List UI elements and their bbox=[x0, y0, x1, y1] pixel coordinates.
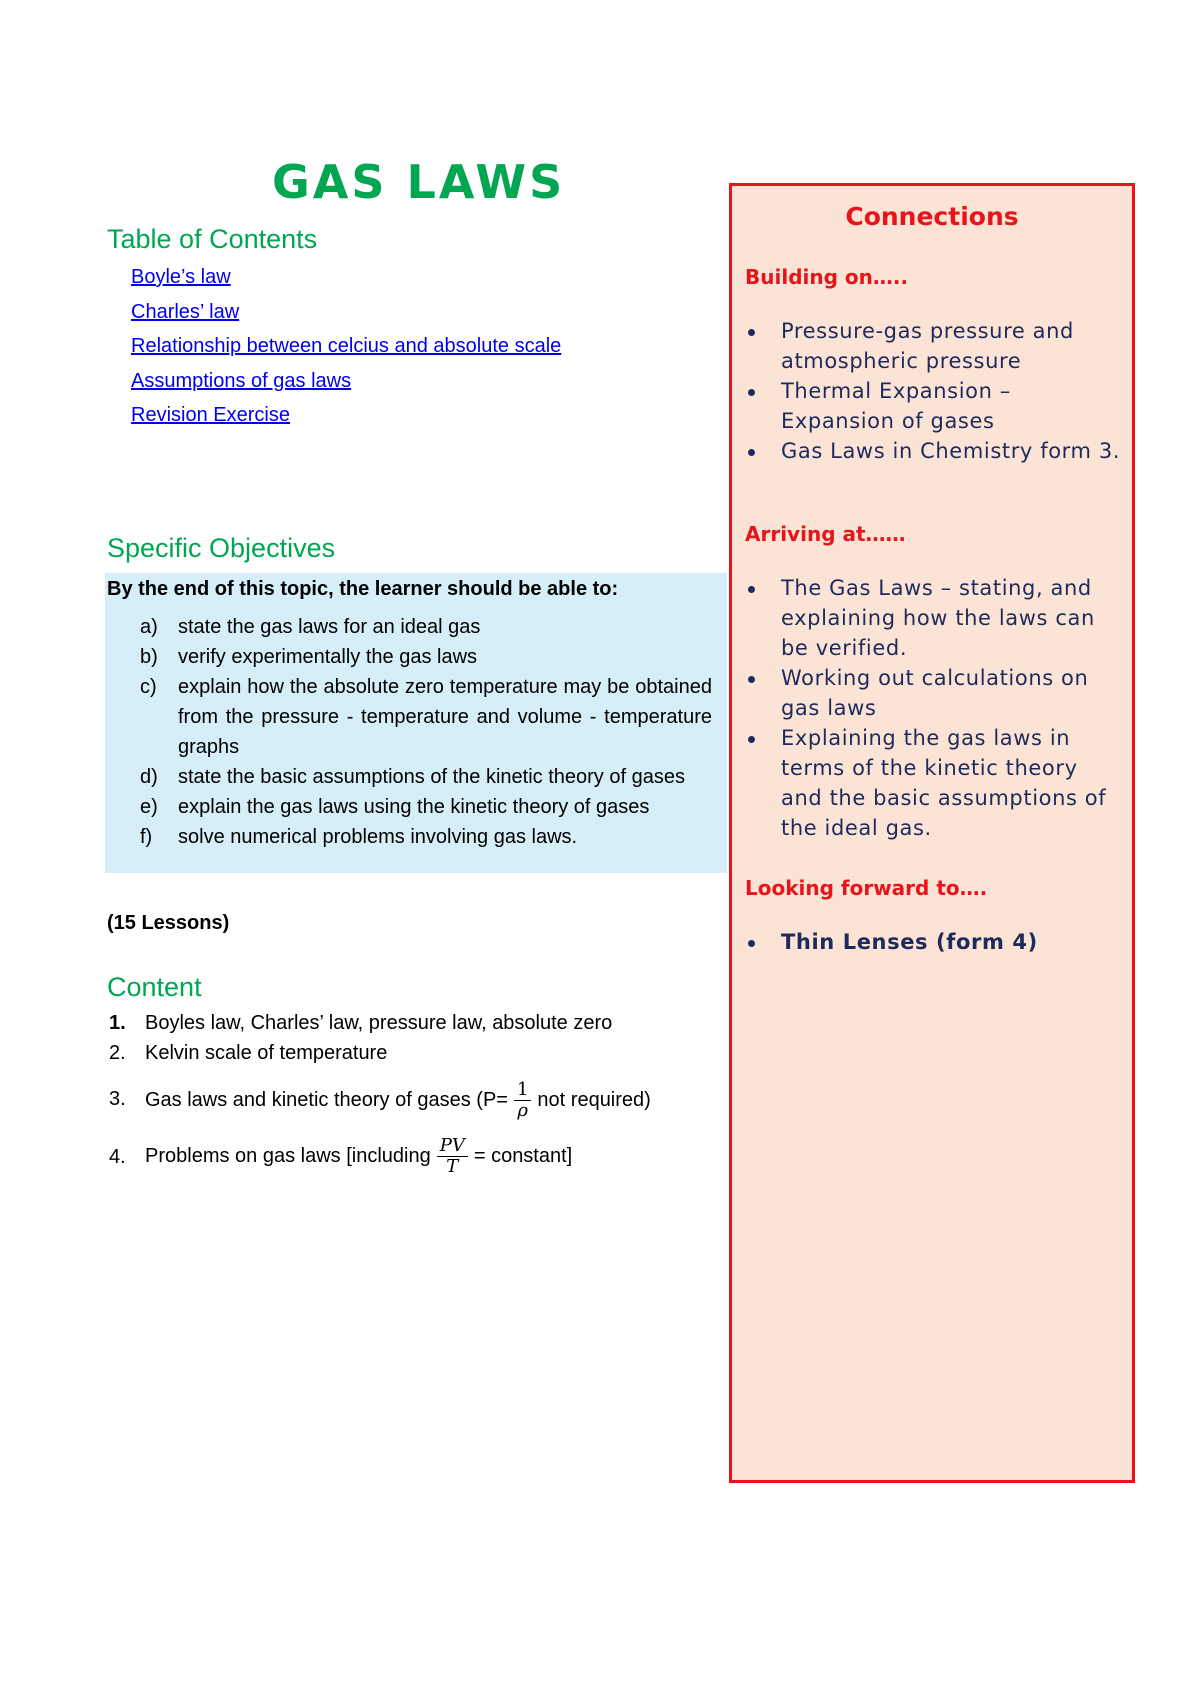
connections-title: Connections bbox=[845, 202, 1019, 231]
table-of-contents bbox=[131, 266, 561, 439]
arriving-at-heading: Arriving at…… bbox=[745, 522, 906, 546]
fraction-pv-over-t bbox=[437, 1136, 468, 1177]
toc-item bbox=[131, 266, 561, 301]
toc-link-boyles-law[interactable]: Boyle’s law bbox=[131, 266, 231, 288]
list-number: 3. bbox=[109, 1088, 126, 1110]
connections-panel bbox=[729, 183, 1135, 1483]
list-number: 2. bbox=[109, 1042, 126, 1064]
list-item: Explaining the gas laws in terms of the kinetic theory and the basic assumptions of the ideal gas. bbox=[745, 723, 1125, 843]
list-item: Gas Laws in Chemistry form 3. bbox=[745, 436, 1125, 466]
content-text: Boyles law, Charles’ law, pressure law, absolute zero bbox=[145, 1012, 613, 1034]
arriving-at-list bbox=[745, 573, 1125, 843]
objective-text: explain the gas laws using the kinetic theory of gases bbox=[178, 796, 650, 818]
objectives-heading: Specific Objectives bbox=[107, 533, 336, 563]
fraction-denominator: T bbox=[446, 1156, 459, 1177]
objective-text: state the basic assumptions of the kinetic theory of gases bbox=[178, 766, 685, 788]
list-item: Thin Lenses (form 4) bbox=[745, 927, 1125, 957]
content-list bbox=[107, 1012, 651, 1177]
fraction-one-over-rho bbox=[514, 1080, 531, 1121]
list-item bbox=[140, 762, 712, 792]
fraction-numerator: PV bbox=[437, 1136, 468, 1157]
content-text: = constant] bbox=[473, 1144, 573, 1167]
toc-link-revision-exercise[interactable]: Revision Exercise bbox=[131, 404, 290, 426]
list-item bbox=[107, 1012, 651, 1042]
building-on-heading: Building on….. bbox=[745, 265, 909, 289]
list-item: The Gas Laws – stating, and explaining how the laws can be verified. bbox=[745, 573, 1125, 663]
list-marker: a) bbox=[140, 616, 158, 638]
list-marker: e) bbox=[140, 796, 158, 818]
list-item: Thermal Expansion – Expansion of gases bbox=[745, 376, 1125, 436]
objective-text: verify experimentally the gas laws bbox=[178, 646, 478, 668]
toc-link-celcius-absolute[interactable]: Relationship between celcius and absolute scale bbox=[131, 335, 562, 357]
toc-item bbox=[131, 301, 561, 336]
objectives-list bbox=[140, 612, 712, 852]
list-item bbox=[140, 792, 712, 822]
list-item bbox=[140, 612, 712, 642]
looking-forward-heading: Looking forward to…. bbox=[745, 876, 988, 900]
toc-heading: Table of Contents bbox=[107, 224, 318, 254]
list-item bbox=[107, 1136, 651, 1177]
toc-item bbox=[131, 404, 561, 439]
content-text: not required) bbox=[537, 1088, 651, 1111]
list-item bbox=[107, 1080, 651, 1136]
looking-forward-list bbox=[745, 927, 1125, 957]
list-marker: c) bbox=[140, 676, 157, 698]
list-marker: b) bbox=[140, 646, 158, 668]
fraction-denominator: ρ bbox=[517, 1100, 528, 1121]
content-text: Problems on gas laws [including bbox=[145, 1144, 431, 1167]
toc-link-assumptions[interactable]: Assumptions of gas laws bbox=[131, 369, 352, 392]
page-title: GAS LAWS bbox=[272, 155, 566, 209]
list-number: 4. bbox=[109, 1146, 126, 1168]
objective-text: explain how the absolute zero temperature may be obtained from the pressure - temperature and volume - temperature graphs bbox=[178, 676, 712, 758]
list-number: 1. bbox=[109, 1012, 126, 1034]
list-item bbox=[140, 672, 712, 762]
content-text: Kelvin scale of temperature bbox=[145, 1042, 388, 1064]
list-item bbox=[107, 1042, 651, 1080]
objective-text: state the gas laws for an ideal gas bbox=[178, 616, 481, 638]
list-item: Pressure-gas pressure and atmospheric pressure bbox=[745, 316, 1125, 376]
toc-item bbox=[131, 370, 561, 405]
list-marker: d) bbox=[140, 766, 158, 788]
list-item: Working out calculations on gas laws bbox=[745, 663, 1125, 723]
fraction-numerator: 1 bbox=[514, 1080, 531, 1101]
list-item bbox=[140, 642, 712, 672]
objective-text: solve numerical problems involving gas laws. bbox=[178, 826, 578, 848]
building-on-list bbox=[745, 316, 1125, 466]
content-heading: Content bbox=[107, 972, 202, 1002]
list-item bbox=[140, 822, 712, 852]
toc-link-charles-law[interactable]: Charles’ law bbox=[131, 300, 240, 323]
objectives-intro: By the end of this topic, the learner should be able to: bbox=[107, 578, 619, 600]
toc-item bbox=[131, 335, 561, 370]
lessons-count: (15 Lessons) bbox=[107, 912, 230, 934]
content-text: Gas laws and kinetic theory of gases (P= bbox=[145, 1088, 508, 1111]
list-marker: f) bbox=[140, 826, 153, 848]
